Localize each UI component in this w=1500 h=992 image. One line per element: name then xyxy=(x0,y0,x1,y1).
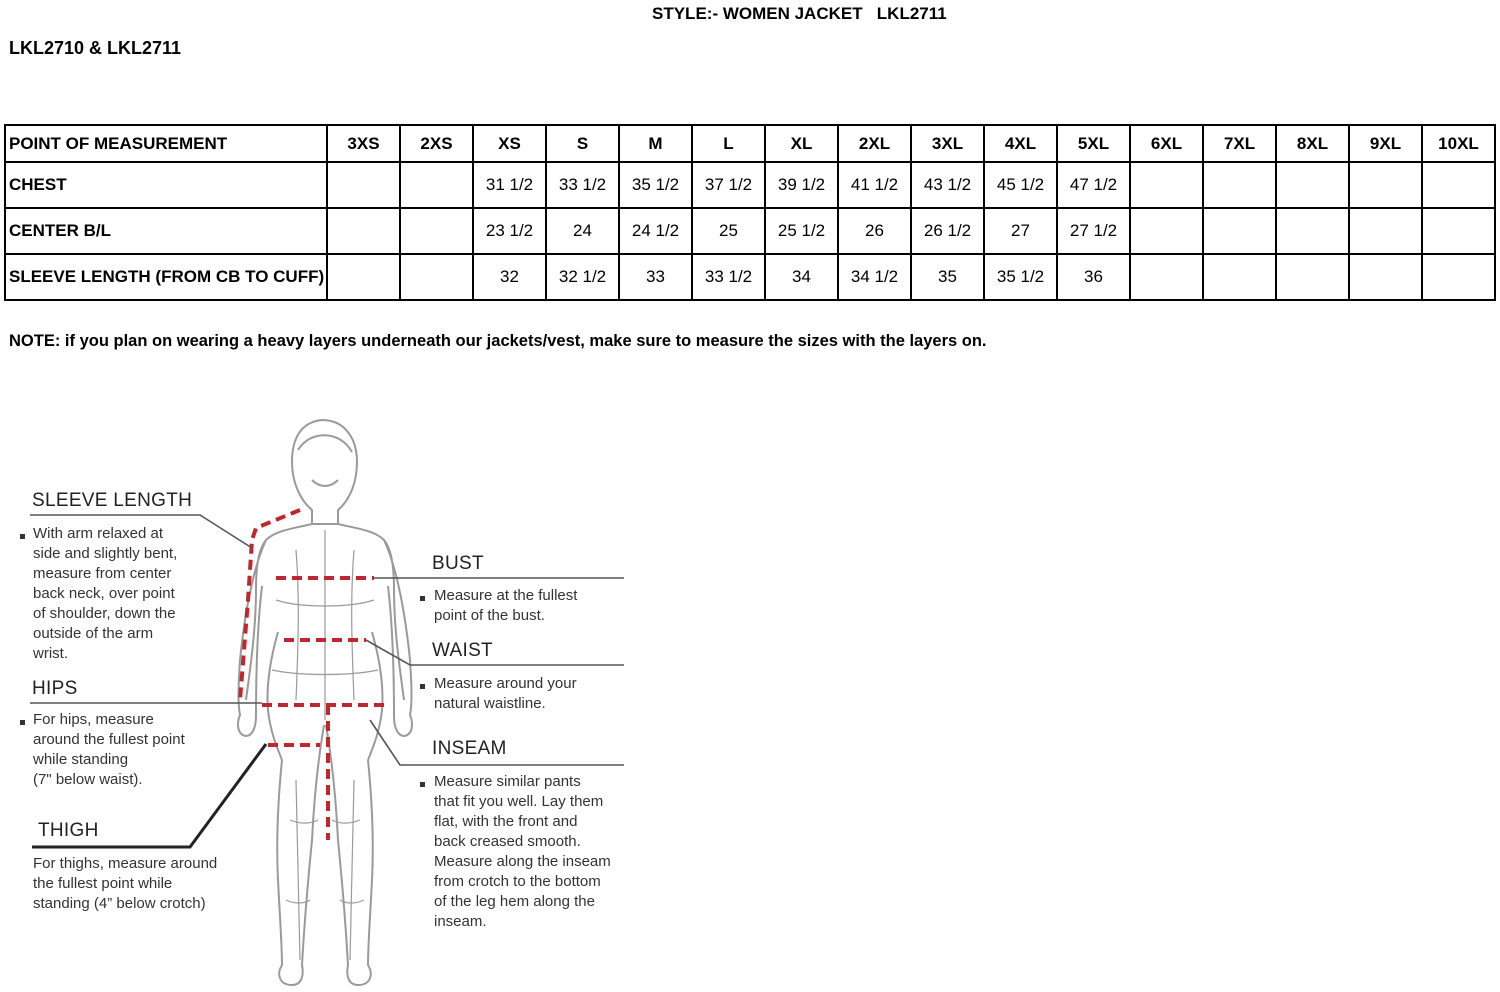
table-cell xyxy=(400,208,473,254)
description-line: wrist. xyxy=(33,645,68,662)
description-line: For hips, measure xyxy=(33,711,154,728)
table-row xyxy=(5,254,1495,300)
table-cell: 31 1/2 xyxy=(473,162,546,208)
table-cell: 45 1/2 xyxy=(984,162,1057,208)
table-cell: 26 xyxy=(838,208,911,254)
bullet-icon xyxy=(420,596,425,601)
table-cell: 36 xyxy=(1057,254,1130,300)
bust-description xyxy=(434,586,577,626)
table-cell xyxy=(1349,254,1422,300)
table-cell xyxy=(327,254,400,300)
description-line: back creased smooth. xyxy=(434,833,581,850)
bust-label: BUST xyxy=(432,553,484,574)
table-cell: 34 xyxy=(765,254,838,300)
description-line: outside of the arm xyxy=(33,625,154,642)
description-line: from crotch to the bottom xyxy=(434,873,601,890)
size-chart-table xyxy=(4,124,1496,301)
description-line: the fullest point while xyxy=(33,875,173,892)
table-cell: 32 xyxy=(473,254,546,300)
table-cell: 35 xyxy=(911,254,984,300)
table-cell xyxy=(327,208,400,254)
table-cell: 25 1/2 xyxy=(765,208,838,254)
table-row xyxy=(5,208,1495,254)
table-cell: 33 1/2 xyxy=(692,254,765,300)
description-line: of the leg hem along the xyxy=(434,893,595,910)
table-cell xyxy=(1130,208,1203,254)
table-cell xyxy=(1203,254,1276,300)
column-header: L xyxy=(692,125,765,162)
table-cell xyxy=(1203,162,1276,208)
table-cell xyxy=(1422,162,1495,208)
description-line: With arm relaxed at xyxy=(33,525,164,542)
description-line: Measure around your xyxy=(434,675,577,692)
description-line: that fit you well. Lay them xyxy=(434,793,604,810)
measurement-guide xyxy=(0,400,700,992)
thigh-description xyxy=(33,854,217,914)
column-header: 5XL xyxy=(1057,125,1130,162)
column-header: S xyxy=(546,125,619,162)
style-title: STYLE:- WOMEN JACKET LKL2711 xyxy=(652,4,947,23)
table-cell: 47 1/2 xyxy=(1057,162,1130,208)
waist-label: WAIST xyxy=(432,640,493,661)
description-line: back neck, over point xyxy=(33,585,175,602)
table-cell xyxy=(1203,208,1276,254)
description-line: standing (4” below crotch) xyxy=(33,895,206,912)
table-cell xyxy=(400,162,473,208)
bullet-icon xyxy=(20,534,25,539)
column-header: 10XL xyxy=(1422,125,1495,162)
table-cell xyxy=(1276,208,1349,254)
table-cell xyxy=(1349,208,1422,254)
hips-description xyxy=(33,710,185,790)
column-header: M xyxy=(619,125,692,162)
table-cell: 24 xyxy=(546,208,619,254)
description-line: while standing xyxy=(33,751,129,768)
column-header: 8XL xyxy=(1276,125,1349,162)
column-header: 7XL xyxy=(1203,125,1276,162)
thigh-label: THIGH xyxy=(38,820,99,841)
column-header: 3XL xyxy=(911,125,984,162)
table-cell: 24 1/2 xyxy=(619,208,692,254)
table-cell xyxy=(327,162,400,208)
row-label: SLEEVE LENGTH (FROM CB TO CUFF) xyxy=(5,254,327,300)
table-cell: 27 1/2 xyxy=(1057,208,1130,254)
description-line: inseam. xyxy=(434,913,487,930)
description-line: (7" below waist). xyxy=(33,771,143,788)
table-cell: 35 1/2 xyxy=(984,254,1057,300)
table-cell: 41 1/2 xyxy=(838,162,911,208)
description-line: point of the bust. xyxy=(434,607,545,624)
column-header: 2XS xyxy=(400,125,473,162)
table-cell xyxy=(1276,162,1349,208)
column-header: 4XL xyxy=(984,125,1057,162)
table-cell xyxy=(1276,254,1349,300)
hips-label: HIPS xyxy=(32,678,78,699)
row-label: CENTER B/L xyxy=(5,208,327,254)
table-cell xyxy=(1130,254,1203,300)
column-header: XL xyxy=(765,125,838,162)
table-cell xyxy=(1422,254,1495,300)
description-line: For thighs, measure around xyxy=(33,855,218,872)
table-cell xyxy=(1130,162,1203,208)
style-codes: LKL2710 & LKL2711 xyxy=(9,38,182,58)
row-label: CHEST xyxy=(5,162,327,208)
description-line: side and slightly bent, xyxy=(33,545,178,562)
column-header: XS xyxy=(473,125,546,162)
table-cell: 34 1/2 xyxy=(838,254,911,300)
table-cell: 33 1/2 xyxy=(546,162,619,208)
column-header: 9XL xyxy=(1349,125,1422,162)
column-header: 2XL xyxy=(838,125,911,162)
table-cell: 33 xyxy=(619,254,692,300)
table-cell: 43 1/2 xyxy=(911,162,984,208)
sleeve-length-label: SLEEVE LENGTH xyxy=(32,490,193,511)
bullet-icon xyxy=(20,720,25,725)
column-header: 3XS xyxy=(327,125,400,162)
table-cell: 25 xyxy=(692,208,765,254)
table-cell: 35 1/2 xyxy=(619,162,692,208)
table-cell: 37 1/2 xyxy=(692,162,765,208)
table-header-row xyxy=(5,125,1495,162)
column-header: 6XL xyxy=(1130,125,1203,162)
bullet-icon xyxy=(420,684,425,689)
bullet-icon xyxy=(420,782,425,787)
description-line: Measure along the inseam xyxy=(434,853,611,870)
inseam-label: INSEAM xyxy=(432,738,507,759)
table-cell: 23 1/2 xyxy=(473,208,546,254)
inseam-description xyxy=(434,772,611,932)
waist-description xyxy=(434,674,577,714)
table-row xyxy=(5,162,1495,208)
column-header: POINT OF MEASUREMENT xyxy=(5,125,327,162)
table-cell: 32 1/2 xyxy=(546,254,619,300)
description-line: of shoulder, down the xyxy=(33,605,176,622)
table-cell xyxy=(1422,208,1495,254)
table-cell: 27 xyxy=(984,208,1057,254)
table-cell: 39 1/2 xyxy=(765,162,838,208)
description-line: around the fullest point xyxy=(33,731,185,748)
table-cell xyxy=(1349,162,1422,208)
table-cell: 26 1/2 xyxy=(911,208,984,254)
description-line: Measure at the fullest xyxy=(434,587,578,604)
description-line: natural waistline. xyxy=(434,695,546,712)
layering-note: NOTE: if you plan on wearing a heavy layers underneath our jackets/vest, make sure to measure the sizes with the layers on. xyxy=(9,332,987,350)
table-cell xyxy=(400,254,473,300)
sleeve-length-description xyxy=(33,524,177,664)
description-line: measure from center xyxy=(33,565,172,582)
description-line: flat, with the front and xyxy=(434,813,578,830)
description-line: Measure similar pants xyxy=(434,773,581,790)
